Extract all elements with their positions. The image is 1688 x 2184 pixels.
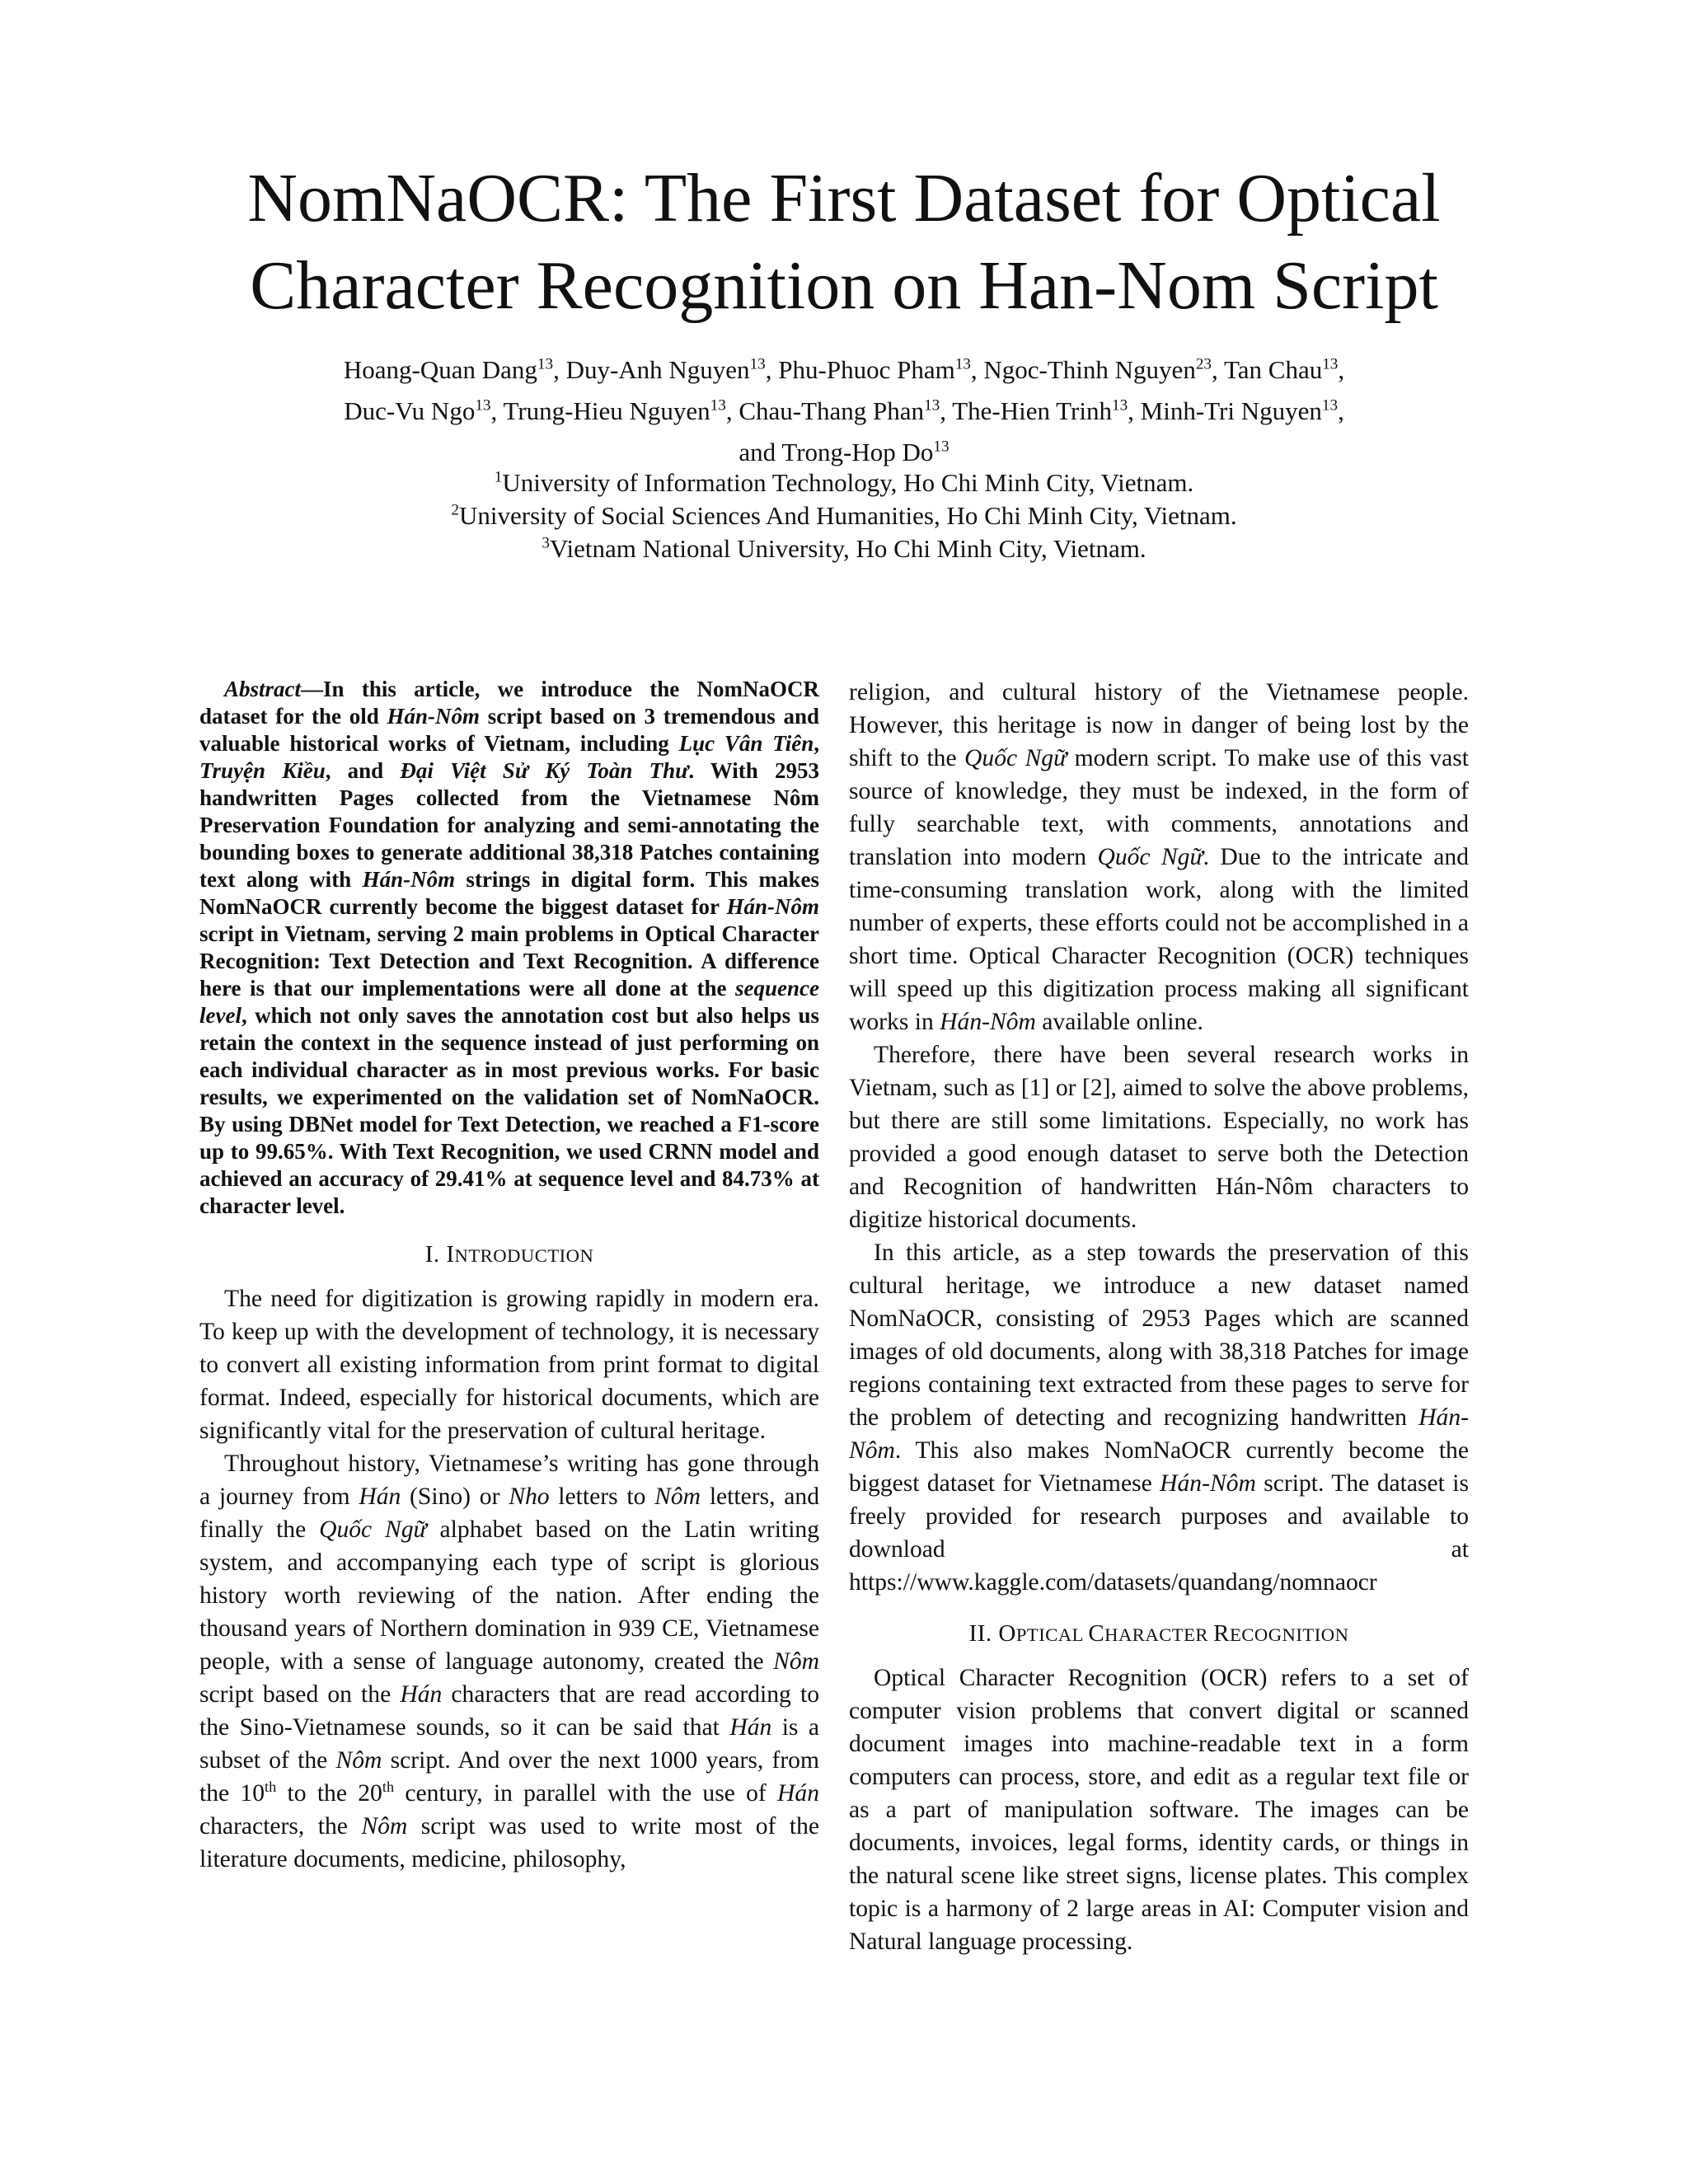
affiliation-text: University of Social Sciences And Humanities, Ho Chi Minh City, Vietnam. bbox=[459, 501, 1237, 530]
author-name: and Trong-Hop Do bbox=[738, 438, 934, 466]
text-run: . This also makes NomNaOCR currently become the biggest dataset for Vietnamese bbox=[849, 1437, 1469, 1497]
text-run: The need for digitization is growing rapidly in modern era. To keep up with the development of technology, it is necessary to convert all existing information from print format to digital format. Indeed, especially for historical documents, which are significantly vital for the preservation of cultural heritage. bbox=[199, 1286, 819, 1444]
text-run: religion, and cultural history of the Vietnamese people. However, this heritage is now in danger of being lost by the shift to the bbox=[849, 679, 1469, 771]
author-name: Tan Chau bbox=[1223, 355, 1323, 384]
text-run: . Due to the intricate and time-consuming translation work, along with the limited number of experts, these efforts could not be accomplished in a short time. Optical Character Recognition (OCR) techniques will speed up this digitization process making all significant works in bbox=[849, 844, 1470, 1035]
author-name: The-Hien Trinh bbox=[952, 396, 1112, 425]
section-title-part: R bbox=[1213, 1620, 1230, 1647]
author-affil: 13 bbox=[924, 396, 940, 415]
author-affil: 13 bbox=[1322, 355, 1339, 373]
affiliation bbox=[165, 466, 1523, 499]
italic-text: Nho bbox=[509, 1483, 550, 1510]
text-run: characters, the bbox=[199, 1813, 362, 1840]
italic-text: Đại Việt Sử Ký Toàn Thư bbox=[400, 758, 689, 783]
text-run: script in Vietnam, serving 2 main problems in Optical Character Recognition: Text Detection and Text Recognition. A difference here is that our implementations were all done at the bbox=[199, 921, 819, 1001]
paper-title bbox=[148, 155, 1540, 330]
author-affil: 13 bbox=[710, 396, 726, 415]
intro-paragraph-2 bbox=[199, 1447, 819, 1876]
author-name: Duc-Vu Ngo bbox=[344, 396, 476, 425]
superscript-text: th bbox=[382, 1779, 395, 1796]
section-heading-introduction bbox=[199, 1238, 819, 1272]
author-affil: 23 bbox=[1195, 355, 1212, 373]
italic-text: Hán bbox=[400, 1681, 443, 1708]
text-run: available online. bbox=[1035, 1009, 1203, 1035]
author-name: Ngoc-Thinh Nguyen bbox=[983, 355, 1196, 384]
text-run: Therefore, there have been several research works in Vietnam, such as [1] or [2], aimed to solve the above problems, but there are still some limitations. Especially, no work has provided a good enough dataset to serve both the Detection and Recognition of handwritten Hán-Nôm characters to digitize historical documents. bbox=[849, 1042, 1469, 1233]
author-affil: 13 bbox=[537, 355, 554, 373]
author-name: Hoang-Quan Dang bbox=[343, 355, 537, 384]
author-affil: 13 bbox=[1111, 396, 1128, 415]
text-run: In this article, we introduce the NomNaOCR dataset for the old bbox=[199, 677, 819, 729]
section-title-rest: NTRODUCTION bbox=[454, 1245, 594, 1266]
superscript-text: th bbox=[265, 1779, 277, 1796]
text-run: Throughout history, Vietnamese’s writing has gone through a journey from bbox=[199, 1451, 819, 1510]
affiliation bbox=[165, 499, 1523, 532]
intro-paragraph-4 bbox=[849, 1038, 1469, 1236]
intro-paragraph-5 bbox=[849, 1236, 1469, 1599]
section-number: II. bbox=[968, 1620, 992, 1647]
left-column bbox=[199, 676, 819, 1876]
author-affil: 13 bbox=[933, 438, 950, 456]
italic-text: Hán bbox=[359, 1483, 401, 1510]
abstract-body bbox=[199, 677, 819, 1218]
italic-text: Hán-Nôm bbox=[726, 894, 819, 919]
author-line-2: Duc-Vu Ngo$^{13}$, Trung-Hieu Nguyen$^{13}$, Chau-Thang Phan$^{13}$, The-Hien Trinh$^{13}$, Minh-Tri Nguyen$^{13}$, bbox=[344, 396, 1344, 425]
section-title-part: O bbox=[998, 1620, 1016, 1647]
text-run: Optical Character Recognition (OCR) refers to a set of computer vision problems that convert digital or scanned document images into machine-readable text in a form computers can process, store, and edit as a regular text file or as a part of manipulation software. The images can be documents, invoices, legal forms, identity cards, or things in the natural scene like street signs, license plates. This complex topic is a harmony of 2 large areas in AI: Computer vision and Natural language processing. bbox=[849, 1665, 1469, 1955]
italic-text: Hán-Nôm bbox=[849, 1404, 1469, 1464]
text-run: , and bbox=[325, 758, 401, 783]
text-run: script based on the bbox=[199, 1681, 401, 1708]
italic-text: Quốc Ngữ bbox=[964, 745, 1067, 771]
abstract-dash: — bbox=[301, 677, 324, 701]
section-number: I. bbox=[424, 1241, 440, 1268]
italic-text: Hán bbox=[777, 1780, 819, 1807]
author-affil: 13 bbox=[475, 396, 491, 415]
text-run: In this article, as a step towards the preservation of this cultural heritage, we introduce a new dataset named NomNaOCR, consisting of 2953 Pages which are scanned images of old documents, along with 38,318 Patches for image regions containing text extracted from these pages to serve for the problem of detecting and recognizing handwritten bbox=[849, 1240, 1469, 1431]
author-line-1: Hoang-Quan Dang$^{13}$, Duy-Anh Nguyen$^{13}$, Phu-Phuoc Pham$^{13}$, Ngoc-Thinh Nguyen$^{23}$, Tan Chau$^{13}$, bbox=[343, 355, 1345, 384]
italic-text: Nôm bbox=[335, 1747, 382, 1774]
italic-text: Hán bbox=[729, 1714, 772, 1741]
italic-text: Hán-Nôm bbox=[387, 704, 480, 729]
italic-text: Lục Vân Tiên bbox=[678, 731, 814, 756]
affiliation-text: University of Information Technology, Ho Chi Minh City, Vietnam. bbox=[502, 468, 1194, 497]
abstract-label: Abstract bbox=[224, 677, 302, 701]
right-column bbox=[849, 676, 1469, 1958]
text-run: (Sino) or bbox=[401, 1483, 509, 1510]
text-run: script. The dataset is freely provided for research purposes and available to download at https://www.kaggle.com/datasets/quandang/nomnaocr bbox=[849, 1470, 1469, 1596]
text-run: characters that are read according to the Sino-Vietnamese sounds, so it can be said that bbox=[199, 1681, 819, 1741]
text-run: is a subset of the bbox=[199, 1714, 819, 1774]
text-run: script. And over the next 1000 years, from the 10 bbox=[199, 1747, 819, 1807]
italic-text: Hán-Nôm bbox=[940, 1009, 1036, 1035]
italic-text: Hán-Nôm bbox=[1160, 1470, 1256, 1497]
section-title-part: C bbox=[1088, 1620, 1105, 1647]
italic-text: Quốc Ngữ bbox=[1097, 844, 1203, 870]
italic-text: Hán-Nôm bbox=[362, 867, 456, 892]
affiliation-number: 2 bbox=[451, 501, 460, 519]
text-run: modern script. To make use of this vast source of knowledge, they must be indexed, in the form of fully searchable text, with comments, annotations and translation into modern bbox=[849, 745, 1470, 870]
italic-text: Truyện Kiều bbox=[199, 758, 326, 783]
abstract bbox=[199, 676, 819, 1220]
author-name: Chau-Thang Phan bbox=[738, 396, 925, 425]
author-affil: 13 bbox=[749, 355, 766, 373]
text-run: alphabet based on the Latin writing system, and accompanying each type of script is glorious history worth reviewing of the nation. After ending the thousand years of Northern domination in 939 CE, Vietnamese people, with a sense of language autonomy, created the bbox=[199, 1516, 820, 1675]
text-run: strings in digital form. This makes NomNaOCR currently become the biggest dataset for bbox=[199, 867, 819, 919]
section-title-part: PTICAL bbox=[1015, 1624, 1089, 1645]
section-title-part: ECOGNITION bbox=[1230, 1624, 1349, 1645]
affiliation bbox=[165, 532, 1523, 565]
text-run: letters to bbox=[549, 1483, 655, 1510]
author-name: Minh-Tri Nguyen bbox=[1140, 396, 1322, 425]
italic-text: Nôm bbox=[361, 1813, 408, 1840]
author-name: Trung-Hieu Nguyen bbox=[503, 396, 710, 425]
section-title-part: HARACTER bbox=[1104, 1624, 1214, 1645]
title-line-2: Character Recognition on Han-Nom Script bbox=[250, 247, 1438, 324]
author-affil: 13 bbox=[1321, 396, 1339, 415]
title-line-1: NomNaOCR: The First Dataset for Optical bbox=[247, 160, 1441, 237]
text-run: script was used to write most of the literature documents, medicine, philosophy, bbox=[199, 1813, 819, 1872]
section-heading-ocr bbox=[849, 1617, 1469, 1652]
italic-text: Quốc Ngữ bbox=[319, 1516, 427, 1543]
affiliation-number: 1 bbox=[494, 468, 503, 486]
intro-paragraph-3 bbox=[849, 676, 1469, 1038]
text-run: . With 2953 handwritten Pages collected from the Vietnamese Nôm Preservation Foundation for analyzing and semi-annotating the bounding boxes to generate additional 38,318 Patches containing text along with bbox=[199, 758, 819, 892]
author-name: Phu-Phuoc Pham bbox=[778, 355, 955, 384]
author-list bbox=[165, 349, 1523, 473]
text-run: , bbox=[814, 731, 819, 756]
affiliation-text: Vietnam National University, Ho Chi Minh City, Vietnam. bbox=[550, 534, 1146, 563]
italic-text: Nôm bbox=[654, 1483, 701, 1510]
text-run: century, in parallel with the use of bbox=[394, 1780, 778, 1807]
text-run: script based on 3 tremendous and valuable historical works of Vietnam, including bbox=[199, 704, 819, 756]
affiliation-number: 3 bbox=[542, 534, 551, 552]
text-run: , which not only saves the annotation cost but also helps us retain the context in the sequence instead of just performing on each individual character as in most previous works. For basic results, we experimented on the validation set of NomNaOCR. By using DBNet model for Text Detection, we reached a F1-score up to 99.65%. With Text Recognition, we used CRNN model and achieved an accuracy of 29.41% at sequence level and 84.73% at character level. bbox=[199, 1003, 819, 1218]
ocr-paragraph-1 bbox=[849, 1661, 1469, 1958]
author-affil: 13 bbox=[954, 355, 971, 373]
affiliation-list bbox=[165, 466, 1523, 565]
text-run: to the 20 bbox=[276, 1780, 382, 1807]
italic-text: sequence level bbox=[199, 976, 819, 1028]
author-name: Duy-Anh Nguyen bbox=[565, 355, 750, 384]
text-run: letters, and finally the bbox=[199, 1483, 820, 1543]
intro-paragraph-1 bbox=[199, 1282, 819, 1447]
italic-text: Nôm bbox=[773, 1648, 819, 1675]
section-title-initial: I bbox=[446, 1241, 455, 1268]
